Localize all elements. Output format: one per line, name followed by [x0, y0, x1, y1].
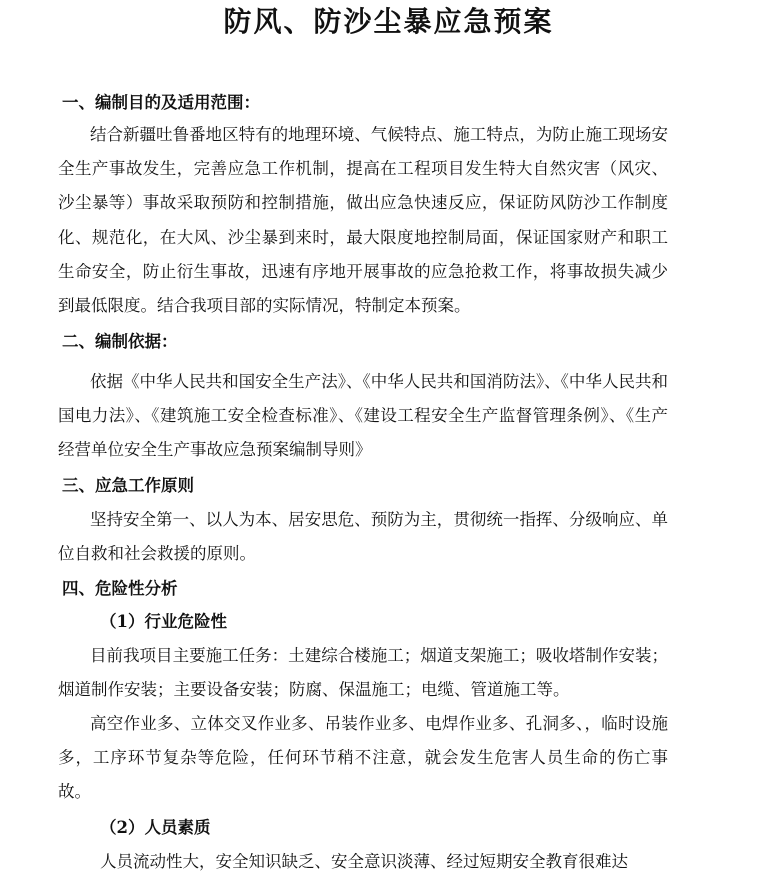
section-paragraph-purpose: 结合新疆吐鲁番地区特有的地理环境、气候特点、施工特点，为防止施工现场安全生产事故发生，完善应急工作机制，提高在工程项目发生特大自然灾害（风灾、沙尘暴等）事故采取预防和控制措施，做出应急快速反应，保证防风防沙工作制度化、规范化，在大风、沙尘暴到来时，最大限度地控制局面，保证国家财产和职工生命安全，防止衍生事故，迅速有序地开展事故的应急抢救工作，将事故损失减少到最低限度。结合我项目部的实际情况，特制定本预案。 [58, 125, 668, 316]
subsection-paragraph-hazards: 高空作业多、立体交叉作业多、吊装作业多、电焊作业多、孔洞多、，临时设施多，工序环节复杂等危险，任何环节稍不注意，就会发生危害人员生命的伤亡事故。 [58, 714, 668, 802]
subsection-paragraph-personnel: 人员流动性大，安全知识缺乏、安全意识淡薄、经过短期安全教育很难达 [100, 852, 628, 871]
section-heading-basis: 二、编制依据： [62, 332, 178, 351]
section-heading-risk-analysis: 四、危险性分析 [62, 579, 178, 598]
section-heading-purpose: 一、编制目的及适用范围： [62, 93, 260, 112]
section-paragraph-principles: 坚持安全第一、以人为本、居安思危、预防为主，贯彻统一指挥、分级响应、单位自救和社会救援的原则。 [58, 510, 668, 564]
subsection-heading-personnel: （2）人员素质 [100, 818, 211, 837]
subsection-heading-industry-risk: （1）行业危险性 [100, 612, 227, 631]
section-paragraph-basis: 依据《中华人民共和国安全生产法》、《中华人民共和国消防法》、《中华人民共和国电力法》、《建筑施工安全检查标准》、《建设工程安全生产监督管理条例》、《生产经营单位安全生产事故应急预案编制导则》 [58, 372, 668, 460]
subsection-paragraph-tasks: 目前我项目主要施工任务：土建综合楼施工；烟道支架施工；吸收塔制作安装；烟道制作安装；主要设备安装；防腐、保温施工；电缆、管道施工等。 [58, 646, 668, 700]
document-title: 防风、防沙尘暴应急预案 [223, 5, 554, 38]
section-heading-principles: 三、应急工作原则 [62, 476, 194, 495]
